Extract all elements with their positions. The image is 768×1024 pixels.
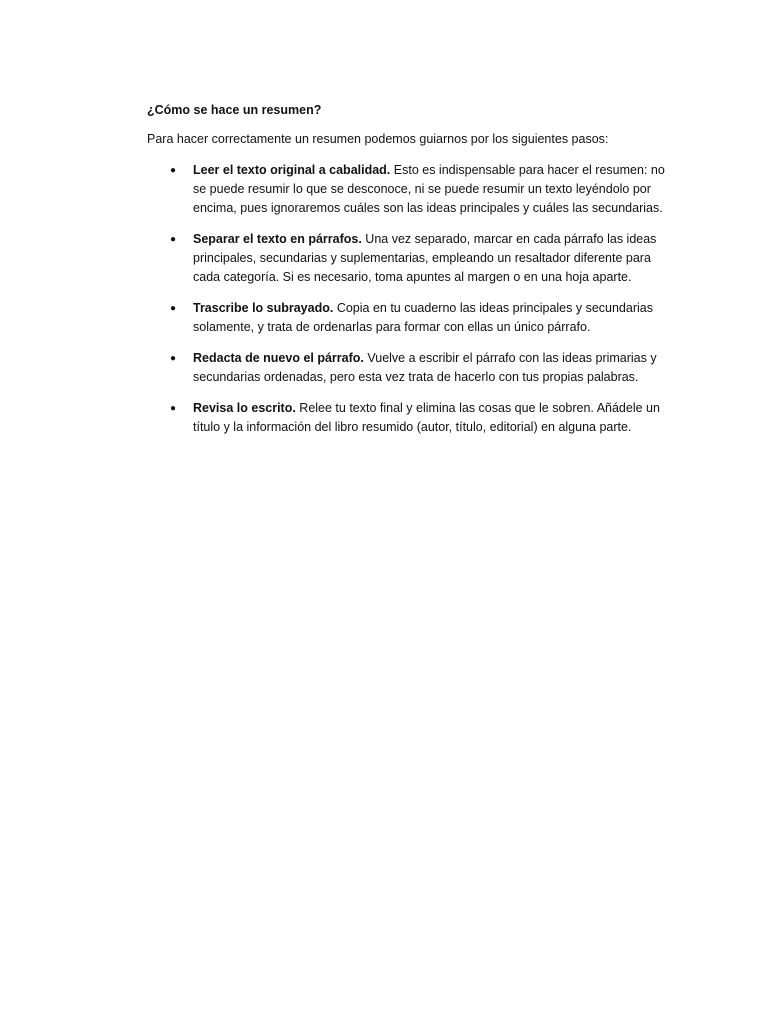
document-title: ¿Cómo se hace un resumen? xyxy=(147,103,322,117)
step-lead: Revisa lo escrito. xyxy=(193,401,296,415)
bullet-icon: ● xyxy=(169,234,177,245)
document-intro: Para hacer correctamente un resumen podemos guiarnos por los siguientes pasos: xyxy=(147,132,609,146)
step-lead: Separar el texto en párrafos. xyxy=(193,232,362,246)
list-item xyxy=(147,349,667,387)
list-item xyxy=(147,161,667,218)
step-lead: Trascribe lo subrayado. xyxy=(193,301,334,315)
step-text: Esto es indispensable para hacer el resumen: no se puede resumir lo que se desconoce, ni se puede resumir un texto leyéndolo por encima, pues ignoraremos cuáles son las ideas principales y cuáles las secundarias. xyxy=(193,163,665,215)
list-item xyxy=(147,299,667,337)
bullet-icon: ● xyxy=(169,303,177,314)
step-lead: Redacta de nuevo el párrafo. xyxy=(193,351,364,365)
step-lead: Leer el texto original a cabalidad. xyxy=(193,163,391,177)
list-item xyxy=(147,230,667,287)
bullet-icon: ● xyxy=(169,353,177,364)
step-text: Relee tu texto final y elimina las cosas que le sobren. Añádele un título y la información del libro resumido (autor, título, editorial) en alguna parte. xyxy=(193,401,660,434)
step-text: Una vez separado, marcar en cada párrafo las ideas principales, secundarias y suplementarias, empleando un resaltador diferente para cada categoría. Si es necesario, toma apuntes al margen o en una hoja aparte. xyxy=(193,232,657,284)
bullet-icon: ● xyxy=(169,165,177,176)
bullet-icon: ● xyxy=(169,403,177,414)
steps-list xyxy=(147,161,667,437)
step-text: Copia en tu cuaderno las ideas principales y secundarias solamente, y trata de ordenarlas para formar con ellas un único párrafo. xyxy=(193,301,653,334)
list-item xyxy=(147,399,667,437)
document-page xyxy=(147,101,667,449)
step-text: Vuelve a escribir el párrafo con las ideas primarias y secundarias ordenadas, pero esta vez trata de hacerlo con tus propias palabras. xyxy=(193,351,657,384)
